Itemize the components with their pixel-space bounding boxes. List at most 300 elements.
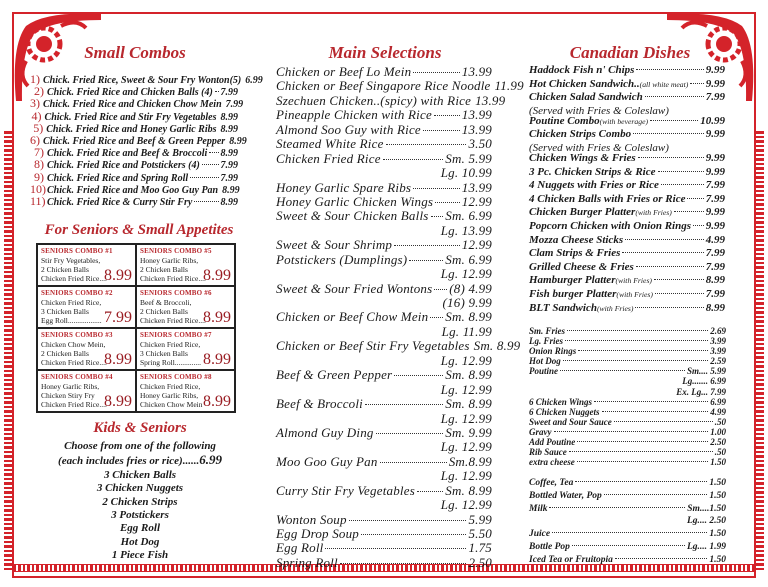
item-price: Sm.8.99	[448, 453, 492, 469]
item-name: Chick. Fried Rice and Chicken Balls (4)	[47, 87, 213, 99]
combo-line: 2 Chicken Balls	[140, 265, 188, 274]
item-price: Lg. 12.99	[440, 497, 492, 513]
item-name: Chick. Fried Rice and Potstickers (4)	[47, 160, 200, 172]
combo-line: Egg Roll..................	[41, 316, 102, 325]
kids-title: Kids & Seniors	[93, 420, 187, 436]
menu-item	[276, 252, 492, 266]
item-price: Ex. Lg... 7.99	[676, 386, 726, 397]
menu-item	[276, 454, 492, 468]
dot-leader	[565, 340, 708, 341]
item-price: 1.50	[710, 457, 726, 468]
menu-item	[529, 78, 725, 92]
small-combos-list	[30, 72, 263, 208]
menu-item	[30, 132, 247, 147]
item-name: Chicken Fried Rice	[276, 150, 381, 166]
combo-heading: SENIORS COMBO #6	[140, 289, 212, 297]
item-name: Grilled Cheese & Fries	[529, 260, 634, 273]
menu-item	[529, 427, 726, 437]
item-price: 9.99	[705, 219, 725, 232]
dot-leader	[622, 252, 703, 253]
item-price: 7.99	[705, 247, 725, 260]
dot-leader	[394, 375, 443, 376]
item-number: 1)	[30, 72, 40, 86]
menu-item	[276, 266, 492, 280]
menu-item	[276, 194, 492, 208]
menu-item	[276, 309, 492, 323]
menu-item	[529, 387, 726, 397]
item-name: Chicken Wings & Fries	[529, 151, 636, 164]
item-price: 7.99	[220, 87, 238, 99]
dot-leader	[572, 545, 685, 546]
kids-includes	[30, 453, 250, 468]
item-price: 13.99	[461, 179, 492, 195]
item-name: Milk	[529, 503, 548, 514]
menu-item	[276, 411, 492, 425]
menu-item	[30, 72, 263, 86]
item-name: Chick. Fried Rice and Beef & Green Pepper	[43, 135, 226, 147]
menu-item	[276, 151, 492, 165]
menu-item	[529, 457, 726, 467]
item-price: 9.99	[705, 165, 725, 178]
dot-leader	[636, 69, 703, 70]
menu-item	[276, 555, 492, 569]
item-number: 3)	[30, 96, 40, 111]
menu-item	[529, 417, 726, 427]
item-name: Honey Garlic Chicken Wings	[276, 193, 434, 209]
combo-line: Chicken Fried Rice,	[41, 298, 102, 307]
item-name: Clam Strips & Fries	[529, 247, 621, 260]
item-price: Lg. 12.99	[440, 439, 492, 455]
item-name: Sweet & Sour Shrimp	[276, 237, 393, 253]
canadian-dishes-list	[529, 64, 725, 315]
combo-heading: SENIORS COMBO #7	[140, 331, 212, 339]
dot-leader	[380, 462, 447, 463]
item-price: Sm. 8.99	[473, 338, 521, 354]
item-price: 7.99	[220, 172, 238, 184]
menu-item	[30, 109, 238, 121]
item-name: Almond Guy Ding	[276, 424, 374, 440]
item-name: Sm. Fries	[529, 326, 566, 336]
combo-price: 8.99	[203, 267, 231, 284]
combo-heading: SENIORS COMBO #5	[140, 247, 212, 255]
seniors-combo-card	[136, 286, 235, 328]
item-name: Lg. Fries	[529, 336, 564, 347]
menu-item	[529, 356, 726, 366]
combo-line: 3 Chicken Balls	[41, 307, 89, 316]
menu-item	[529, 247, 725, 261]
menu-item	[30, 182, 238, 194]
item-price: 8.99	[705, 274, 725, 287]
dot-leader	[215, 91, 219, 92]
small-combos-title: Small Combos	[84, 43, 186, 62]
kids-option: 3 Chicken Balls	[103, 468, 177, 481]
combo-line: Chicken Fried Rice....	[140, 274, 206, 283]
menu-item	[276, 180, 492, 194]
item-name: Iced Tea or Fruitopia	[529, 554, 613, 565]
combo-line: 2 Chicken Balls	[41, 349, 89, 358]
dot-leader	[674, 211, 704, 212]
item-price: .50	[714, 447, 726, 458]
item-name: Chicken Burger Platter	[529, 206, 636, 219]
combo-line: 3 Chicken Balls	[140, 349, 188, 358]
combo-line: Chicken Chow Mein,	[41, 340, 106, 349]
item-name: Chicken or Beef Chow Mein	[276, 309, 429, 325]
item-name: Popcorn Chicken with Onion Rings	[529, 219, 691, 232]
dot-leader	[577, 441, 708, 442]
menu-item	[529, 437, 726, 447]
item-price: 8.99	[220, 123, 238, 135]
dot-leader	[554, 431, 709, 432]
item-name: Chicken or Beef Singapore Rice Noodle	[276, 78, 491, 94]
dot-leader	[687, 198, 703, 199]
item-price: 7.99	[705, 179, 725, 192]
item-name: Pineapple Chicken with Rice	[276, 107, 432, 123]
item-name: Hamburger Platter	[529, 274, 616, 287]
item-price: 1.50	[709, 490, 726, 501]
item-price: Lg. 13.99	[440, 222, 492, 238]
dot-leader	[430, 317, 443, 318]
menu-item	[276, 237, 492, 251]
menu-item	[529, 220, 725, 234]
item-price: 9.99	[705, 128, 725, 141]
dot-leader	[340, 563, 467, 564]
item-number: 9)	[34, 169, 44, 184]
item-price: Lg. 12.99	[440, 266, 492, 282]
item-price: Sm. 6.99	[445, 251, 492, 267]
sides-list	[529, 326, 726, 467]
dot-leader	[325, 548, 466, 549]
combo-heading: SENIORS COMBO #1	[41, 247, 113, 255]
menu-item	[529, 529, 726, 542]
item-name: Hot Dog	[529, 356, 561, 367]
menu-item	[30, 84, 238, 99]
menu-item	[529, 288, 725, 302]
menu-item	[276, 396, 492, 410]
item-price: Lg.... 2.50	[686, 516, 726, 527]
combo-line: Honey Garlic Ribs,	[41, 382, 100, 391]
menu-item	[276, 165, 492, 179]
item-price: 7.99	[220, 160, 238, 172]
item-name: Chick. Fried Rice, Sweet & Sour Fry Wonton(5)	[43, 75, 242, 86]
item-name: 4 Chicken Balls with Fries or Rice	[529, 192, 686, 205]
item-price: 9.99	[705, 151, 725, 164]
item-price: 8.99	[705, 301, 725, 314]
item-name: Almond Soo Guy with Rice	[276, 121, 421, 137]
greek-key-border-left	[4, 130, 12, 570]
item-name: Wonton Soup	[276, 511, 347, 527]
item-price: (8) 4.99	[449, 280, 492, 296]
dot-leader	[413, 188, 460, 189]
menu-item	[529, 128, 725, 142]
item-name: Chicken Strips Combo	[529, 128, 632, 141]
menu-item	[30, 157, 238, 172]
menu-item	[529, 206, 725, 220]
kids-intro: Choose from one of the following	[64, 440, 216, 452]
dot-leader	[386, 144, 467, 145]
item-price: Lg.... 1.99	[686, 541, 726, 552]
menu-item	[529, 91, 725, 105]
dot-leader	[417, 491, 443, 492]
dot-leader	[625, 239, 704, 240]
item-price: 12.99	[461, 237, 492, 253]
item-price: Sm.... 5.99	[686, 366, 726, 377]
item-price: Lg. 11.99	[441, 323, 492, 339]
menu-item	[30, 145, 238, 160]
menu-item	[276, 526, 492, 540]
dot-leader	[578, 350, 708, 351]
item-price: Sm. 8.99	[445, 367, 492, 383]
dot-leader	[383, 159, 444, 160]
item-price: 2.50	[710, 437, 726, 448]
item-price: 12.99	[461, 193, 492, 209]
item-price: 7.99	[705, 192, 725, 205]
menu-item	[30, 170, 238, 182]
item-name: Sweet & Sour Fried Wontons	[276, 280, 433, 296]
dot-leader	[650, 120, 698, 121]
menu-item	[276, 483, 492, 497]
greek-key-border-right	[756, 130, 764, 570]
menu-item	[529, 376, 726, 386]
item-name: extra cheese	[529, 457, 575, 468]
menu-item	[276, 92, 506, 108]
item-name: Chick. Fried Rice and Chicken Chow Mein	[43, 99, 222, 111]
item-price: Sm. 9.99	[445, 424, 492, 440]
item-price: Sm....1.50	[687, 503, 726, 514]
combo-line: Chicken Fried Rice,	[140, 382, 201, 391]
dot-leader	[635, 307, 703, 308]
seniors-combo-card	[37, 328, 136, 370]
item-price: (16) 9.99	[442, 295, 492, 310]
item-price: 13.99	[475, 92, 506, 108]
item-name: Beef & Green Pepper	[276, 367, 393, 383]
dot-leader	[563, 360, 708, 361]
combo-price: 8.99	[203, 309, 231, 326]
dot-leader	[658, 171, 704, 172]
item-price: 8.99	[229, 135, 247, 147]
item-price: 7.99	[225, 99, 244, 111]
menu-item	[276, 122, 492, 136]
item-name: Poutine Combo	[529, 114, 600, 127]
kids-section	[30, 440, 250, 563]
item-name: Sweet & Sour Chicken Balls	[276, 208, 429, 224]
kids-option: 3 Potstickers	[111, 509, 169, 522]
item-price: 4.99	[710, 406, 726, 417]
seniors-combo-card	[136, 328, 235, 370]
item-price: 13.99	[461, 64, 492, 79]
menu-item	[276, 281, 492, 295]
menu-item	[276, 295, 492, 309]
item-price: 1.50	[709, 478, 726, 488]
dot-leader	[434, 115, 460, 116]
dot-leader	[693, 225, 704, 226]
menu-item	[276, 367, 492, 381]
item-name: Beef & Broccoli	[276, 396, 363, 412]
combo-price: 8.99	[104, 267, 132, 284]
item-price: 1.75	[468, 540, 492, 556]
seniors-combo-card	[37, 370, 136, 412]
item-name: Spring Roll	[276, 554, 338, 570]
item-price: .50	[714, 416, 726, 427]
item-name: Haddock Fish n' Chips	[529, 64, 635, 76]
menu-item	[529, 234, 725, 248]
item-price: Sm. 8.99	[445, 396, 492, 412]
menu-item	[529, 261, 725, 275]
menu-item	[276, 382, 492, 396]
dot-leader	[645, 96, 704, 97]
item-number: 6)	[30, 132, 40, 147]
menu-item	[529, 447, 726, 457]
dot-leader	[431, 216, 444, 217]
seniors-combo-card	[37, 286, 136, 328]
combo-price: 8.99	[203, 351, 231, 368]
menu-item	[276, 78, 524, 94]
item-name: Onion Rings	[529, 346, 577, 357]
dot-leader	[594, 401, 708, 402]
item-price: 8.99	[222, 184, 240, 196]
item-name: BLT Sandwich	[529, 301, 597, 314]
dot-leader	[615, 558, 708, 559]
combo-line: 2 Chicken Balls	[41, 265, 89, 274]
dot-leader	[394, 245, 460, 246]
dot-leader	[636, 266, 704, 267]
item-price: 7.99	[705, 287, 725, 300]
dot-leader	[209, 152, 218, 153]
dot-leader	[194, 201, 218, 202]
menu-item	[529, 516, 726, 529]
item-name: Coffee, Tea	[529, 478, 574, 488]
item-name: Chick. Fried Rice and Spring Roll	[47, 172, 189, 184]
item-note: (with beverage)	[599, 116, 649, 126]
dot-leader	[376, 433, 444, 434]
item-name: Fish burger Platter	[529, 287, 617, 300]
item-name: Egg Drop Soup	[276, 526, 360, 541]
item-note: (with Fries)	[635, 208, 672, 218]
combo-line: Chicken Fried Rice....	[41, 400, 107, 409]
combo-price: 8.99	[104, 393, 132, 410]
item-name: Potstickers (Dumplings)	[276, 251, 408, 267]
combo-heading: SENIORS COMBO #8	[140, 373, 212, 381]
dot-leader	[413, 72, 459, 73]
canadian-dishes-title: Canadian Dishes	[569, 43, 691, 62]
item-price: Sm. 8.99	[445, 309, 492, 325]
menu-item	[529, 115, 725, 129]
item-price: 11.99	[494, 78, 524, 94]
menu-item	[276, 223, 492, 237]
item-name: Rib Sauce	[529, 447, 567, 458]
item-name: Chick. Fried Rice & Curry Stir Fry	[47, 196, 193, 208]
menu-item	[276, 439, 492, 453]
kids-option: 3 Chicken Nuggets	[96, 482, 184, 495]
item-name: Steamed White Rice	[276, 136, 384, 152]
item-name: Sweet and Sour Sauce	[529, 416, 612, 427]
menu-item	[529, 274, 725, 288]
combo-price: 8.99	[203, 393, 231, 410]
dot-leader	[614, 421, 713, 422]
combo-heading: SENIORS COMBO #2	[41, 289, 113, 297]
dot-leader	[633, 133, 704, 134]
combo-line: Beef & Broccoli,	[140, 298, 192, 307]
item-note: (all white meat)	[639, 79, 689, 89]
item-name: 3 Pc. Chicken Strips & Rice	[529, 165, 656, 178]
item-name: Poutine	[529, 366, 559, 377]
item-price: 3.99	[710, 336, 726, 347]
main-selections-title: Main Selections	[328, 43, 442, 62]
menu-item	[30, 194, 238, 206]
combo-line: Chicken Fried Rice....	[41, 358, 107, 367]
menu-item	[276, 540, 492, 554]
menu-item	[529, 166, 725, 180]
dot-leader	[435, 202, 460, 203]
menu-item	[529, 346, 726, 356]
menu-note: (Served with Fries & Coleslaw)	[529, 141, 669, 154]
menu-item	[276, 324, 492, 338]
menu-item	[276, 208, 492, 222]
combo-heading: SENIORS COMBO #3	[41, 331, 113, 339]
menu-item	[529, 326, 726, 336]
item-number: 2)	[34, 84, 44, 99]
item-price: Lg. 12.99	[440, 352, 492, 368]
combo-line: Chicken Chow Mein	[140, 400, 203, 409]
menu-item	[529, 407, 726, 417]
combo-line: 2 Chicken Balls	[140, 307, 188, 316]
menu-item	[529, 555, 726, 568]
item-number: 8)	[34, 157, 44, 172]
dot-leader	[638, 157, 704, 158]
item-price: 4.99	[705, 233, 725, 246]
menu-item	[529, 397, 726, 407]
main-selections-list	[276, 64, 524, 570]
dot-leader	[409, 260, 443, 261]
item-name: Juice	[529, 529, 551, 540]
item-price: 7.99	[705, 260, 725, 273]
item-price: 6.99	[245, 75, 263, 86]
combo-line: Chicken Stiry Fry	[41, 391, 95, 400]
seniors-combo-grid	[36, 243, 236, 413]
menu-item	[529, 152, 725, 166]
item-name: Chick. Fried Rice and Honey Garlic Ribs	[46, 123, 217, 135]
menu-item	[276, 497, 492, 511]
combo-line: Honey Garlic Ribs,	[140, 391, 199, 400]
item-price: 1.00	[710, 426, 726, 437]
menu-item	[276, 64, 492, 78]
dot-leader	[549, 507, 685, 508]
item-name: Chick. Fried Rice and Moo Goo Guy Pan	[47, 184, 219, 196]
dot-leader	[190, 177, 218, 178]
item-price: 8.99	[220, 148, 238, 160]
item-price: Sm. 5.99	[445, 150, 492, 166]
seniors-combo-card	[136, 244, 235, 286]
menu-item	[529, 302, 725, 316]
combo-line: Spring Roll..............	[140, 358, 202, 367]
menu-item	[276, 512, 492, 526]
kids-option: 1 Piece Fish	[111, 549, 169, 562]
combo-heading: SENIORS COMBO #4	[41, 373, 113, 381]
item-name: 6 Chicken Nuggets	[529, 406, 600, 417]
menu-item	[529, 504, 726, 517]
dot-leader	[661, 184, 704, 185]
item-price: 5.99	[468, 511, 492, 527]
menu-item	[529, 336, 726, 346]
kids-price: 6.99	[199, 452, 222, 468]
item-name: Chicken or Beef Lo Mein	[276, 64, 412, 79]
item-number: 7)	[34, 145, 44, 160]
seniors-combo-card	[37, 244, 136, 286]
item-name: Moo Goo Guy Pan	[276, 453, 378, 469]
item-name: 6 Chicken Wings	[529, 396, 593, 407]
item-price: 13.99	[461, 121, 492, 137]
menu-item	[529, 491, 726, 504]
dot-leader	[349, 520, 467, 521]
